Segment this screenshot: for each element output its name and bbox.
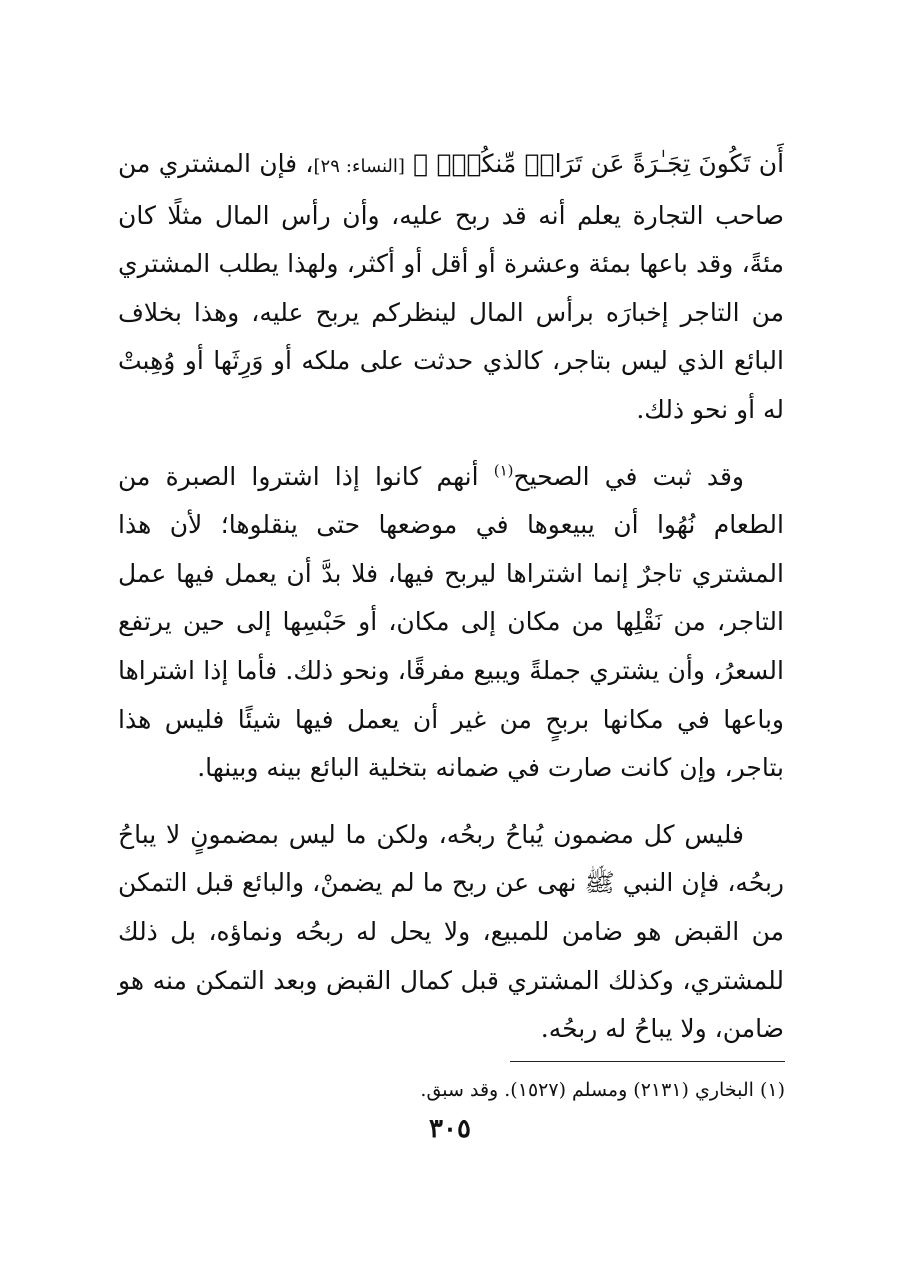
paragraph-3	[118, 811, 784, 1054]
paragraph-2-text: أنهم كانوا إذا اشتروا الصبرة من الطعام نُهُوا أن يبيعوها في موضعها حتى ينقلوها؛ لأن هذا المشتري تاجرٌ إنما اشتراها ليربح فيها، فلا بدَّ أن يعمل فيها عمل التاجر، من نَقْلِها من مكان إلى مكان، أو حَبْسِها إلى حين يرتفع السعرُ، وأن يشتري جملةً ويبيع مفرقًا، ونحو ذلك. فأما إذا اشتراها وباعها في مكانها بربحٍ من غير أن يعمل فيها شيئًا فليس هذا بتاجر، وإن كانت صارت في ضمانه بتخلية البائع بينه وبينها.	[118, 461, 784, 783]
paragraph-2-lead: وقد ثبت في الصحيح	[513, 461, 744, 491]
paragraph-3-text: فليس كل مضمون يُباحُ ربحُه، ولكن ما ليس بمضمونٍ لا يباحُ ربحُه، فإن النبي ﷺ نهى عن ربح ما لم يضمنْ، والبائع قبل التمكن من القبض هو ضامن للمبيع، ولا يحل له ربحُه ونماؤه، بل ذلك للمشتري، وكذلك المشتري قبل كمال القبض وبعد التمكن منه هو ضامن، ولا يباحُ له ربحُه.	[118, 819, 784, 1044]
paragraph-1-text: ، فإن المشتري من صاحب التجارة يعلم أنه قد ربح عليه، وأن رأس المال مثلًا كان مئةً، وقد باعها بمئة وعشرة أو أقل أو أكثر، ولهذا يطلب المشتري من التاجر إخبارَه برأس المال لينظركم يربح عليه، وهذا بخلاف البائع الذي ليس بتاجر، كالذي حدثت على ملكه أو وَرِثَها أو وُهِبتْ له أو نحو ذلك.	[118, 149, 784, 424]
footnote-reference[interactable]: (١)	[493, 461, 514, 480]
footnote-divider	[510, 1061, 785, 1062]
footnote: (١) البخاري (٢١٣١) ومسلم (١٥٢٧). وقد سبق.	[420, 1079, 785, 1101]
quran-verse: أَن تَكُونَ تِجَـٰرَةً عَن تَرَاضٖ مِّنكُمۡۚ	[436, 149, 785, 178]
page-number: ٣٠٥	[429, 1114, 471, 1144]
paragraph-1	[118, 140, 784, 435]
main-text	[118, 140, 784, 1054]
quran-bracket-close: ﴾	[413, 149, 429, 178]
verse-citation: [النساء: ٢٩]	[313, 156, 405, 177]
paragraph-2	[118, 453, 784, 793]
